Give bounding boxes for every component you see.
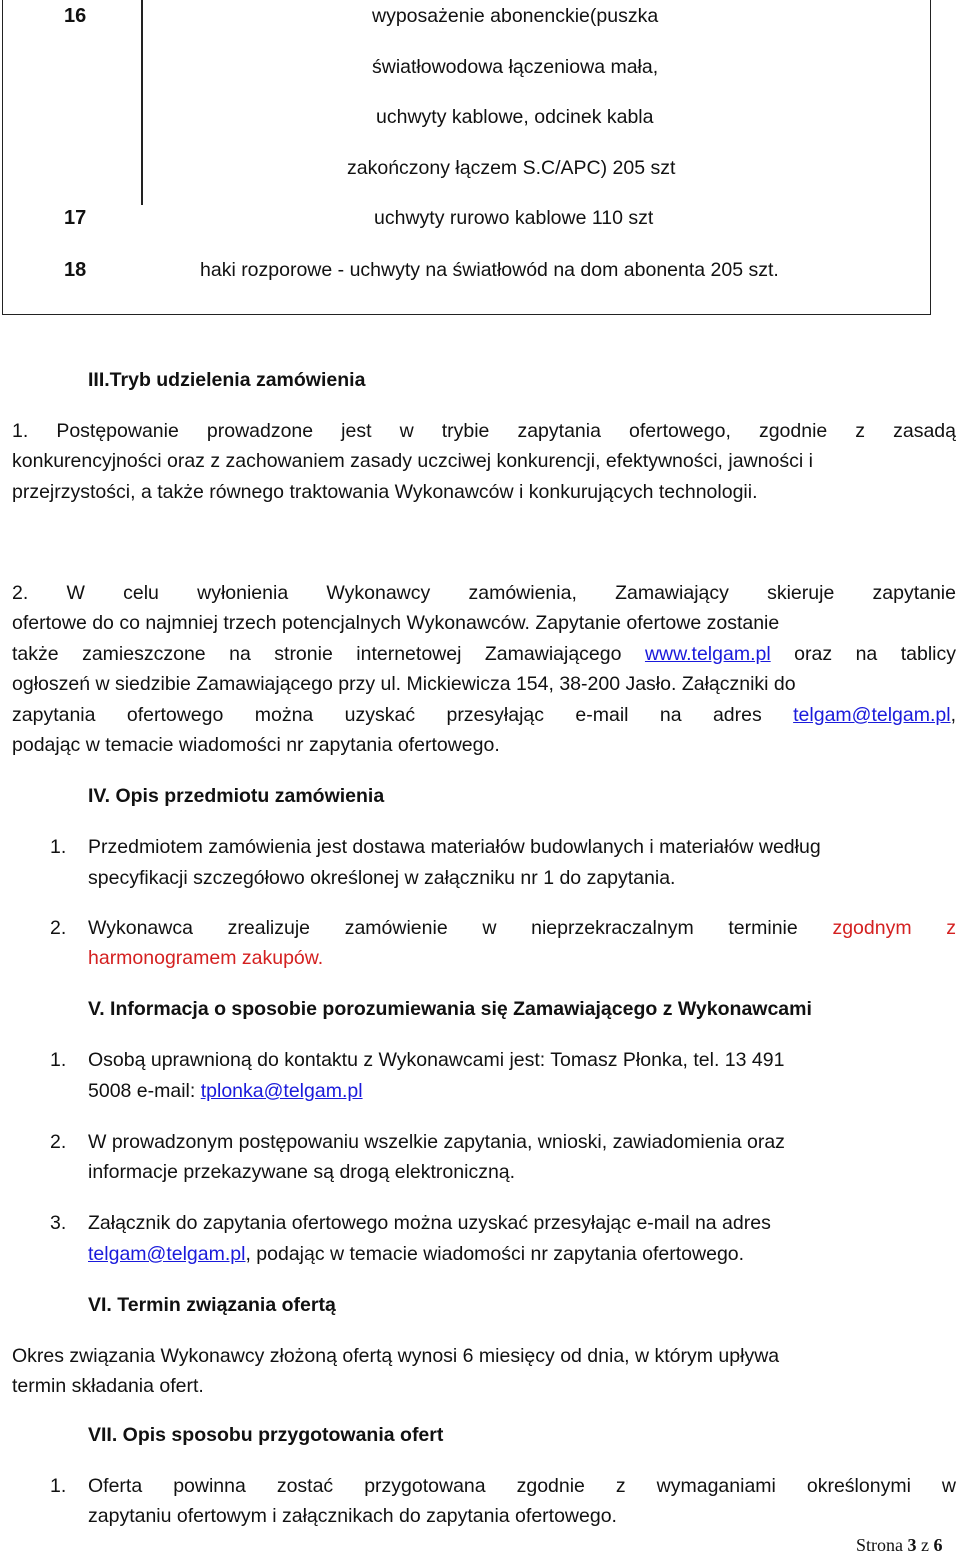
list-item-line: Oferta powinna zostać przygotowana zgodnie z wymaganiami określonymi w: [88, 1475, 956, 1497]
table-row-number: 17: [64, 207, 87, 229]
table-cell-line: haki rozporowe - uchwyty na światłowód na dom abonenta 205 szt.: [200, 259, 779, 281]
table-cell-line: uchwyty rurowo kablowe 110 szt: [374, 207, 654, 229]
paragraph-line: ofertowe do co najmniej trzech potencjalnych Wykonawców. Zapytanie ofertowe zostanie: [12, 612, 780, 634]
list-number: 3.: [50, 1212, 67, 1234]
paragraph-text: , podając w temacie wiadomości nr zapytania ofertowego.: [245, 1243, 745, 1265]
list-item-line: Osobą uprawnioną do kontaktu z Wykonawcami jest: Tomasz Płonka, tel. 13 491: [88, 1049, 785, 1071]
website-link[interactable]: www.telgam.pl: [644, 643, 771, 665]
list-number: 1.: [50, 1049, 67, 1071]
paragraph-text: 5008 e-mail:: [88, 1080, 196, 1102]
list-item-line: zapytaniu ofertowym i załącznikach do zapytania ofertowego.: [88, 1505, 617, 1527]
email-link[interactable]: telgam@telgam.pl: [793, 704, 951, 726]
list-item-line: Załącznik do zapytania ofertowego można uzyskać przesyłając e-mail na adres: [88, 1212, 771, 1234]
page-label: Strona: [856, 1535, 903, 1555]
highlighted-text: harmonogramem zakupów.: [88, 947, 324, 969]
table-cell-line: zakończony łączem S.C/APC) 205 szt: [347, 157, 676, 179]
list-number: 1.: [50, 836, 67, 858]
paragraph-line: przejrzystości, a także równego traktowania Wykonawców i konkurujących technologii.: [12, 481, 758, 503]
current-page: 3: [907, 1535, 917, 1555]
paragraph-line: 2. W celu wyłonienia Wykonawcy zamówienia, Zamawiający skieruje zapytanie: [12, 582, 956, 604]
list-item-line: W prowadzonym postępowaniu wszelkie zapytania, wnioski, zawiadomienia oraz: [88, 1131, 785, 1153]
paragraph-line: Okres związania Wykonawcy złożoną ofertą wynosi 6 miesięcy od dnia, w którym upływa: [12, 1345, 780, 1367]
list-number: 1.: [50, 1475, 67, 1497]
page-separator: z: [921, 1535, 929, 1555]
highlighted-text: zgodnym z: [832, 917, 957, 939]
paragraph-line: [12, 643, 956, 666]
table-column-divider: [141, 0, 143, 205]
paragraph-line: podając w temacie wiadomości nr zapytania ofertowego.: [12, 734, 500, 756]
paragraph-text: także zamieszczone na stronie internetowej Zamawiającego: [12, 643, 622, 665]
section-heading: IV. Opis przedmiotu zamówienia: [88, 785, 385, 807]
email-link[interactable]: tplonka@telgam.pl: [200, 1080, 363, 1102]
table-cell-line: światłowodowa łączeniowa mała,: [372, 56, 659, 78]
table-row-number: 18: [64, 259, 87, 281]
list-number: 2.: [50, 917, 67, 939]
section-heading: V. Informacja o sposobie porozumiewania się Zamawiającego z Wykonawcami: [88, 998, 812, 1020]
paragraph-line: termin składania ofert.: [12, 1375, 204, 1397]
list-item-line: informacje przekazywane są drogą elektroniczną.: [88, 1161, 516, 1183]
paragraph-text: zapytania ofertowego można uzyskać przesyłając e-mail na adres: [12, 704, 762, 726]
list-item-line: specyfikacji szczegółowo określonej w załączniku nr 1 do zapytania.: [88, 867, 676, 889]
list-item-line: [88, 1243, 744, 1266]
paragraph-text: oraz na tablicy: [794, 643, 957, 665]
section-heading: VI. Termin związania ofertą: [88, 1294, 336, 1316]
page-number: [856, 1535, 943, 1556]
paragraph-line: konkurencyjności oraz z zachowaniem zasady uczciwej konkurencji, efektywności, jawności i: [12, 450, 813, 472]
section-heading: VII. Opis sposobu przygotowania ofert: [88, 1424, 444, 1446]
paragraph-text: ,: [950, 704, 956, 726]
list-item-line: [88, 917, 956, 940]
list-item-line: [88, 1080, 363, 1103]
table-cell-line: uchwyty kablowe, odcinek kabla: [376, 106, 654, 128]
list-number: 2.: [50, 1131, 67, 1153]
total-pages: 6: [933, 1535, 943, 1555]
table-row-number: 16: [64, 5, 87, 27]
paragraph-line: ogłoszeń w siedzibie Zamawiającego przy ul. Mickiewicza 154, 38-200 Jasło. Załączniki do: [12, 673, 796, 695]
email-link[interactable]: telgam@telgam.pl: [88, 1243, 246, 1265]
table-cell-line: wyposażenie abonenckie(puszka: [372, 5, 659, 27]
paragraph-line: [12, 704, 956, 727]
paragraph-line: 1. Postępowanie prowadzone jest w trybie zapytania ofertowego, zgodnie z zasadą: [12, 420, 956, 442]
section-heading: III.Tryb udzielenia zamówienia: [88, 369, 366, 391]
paragraph-text: Wykonawca zrealizuje zamówienie w nieprzekraczalnym terminie: [88, 917, 798, 939]
list-item-line: Przedmiotem zamówienia jest dostawa materiałów budowlanych i materiałów według: [88, 836, 821, 858]
